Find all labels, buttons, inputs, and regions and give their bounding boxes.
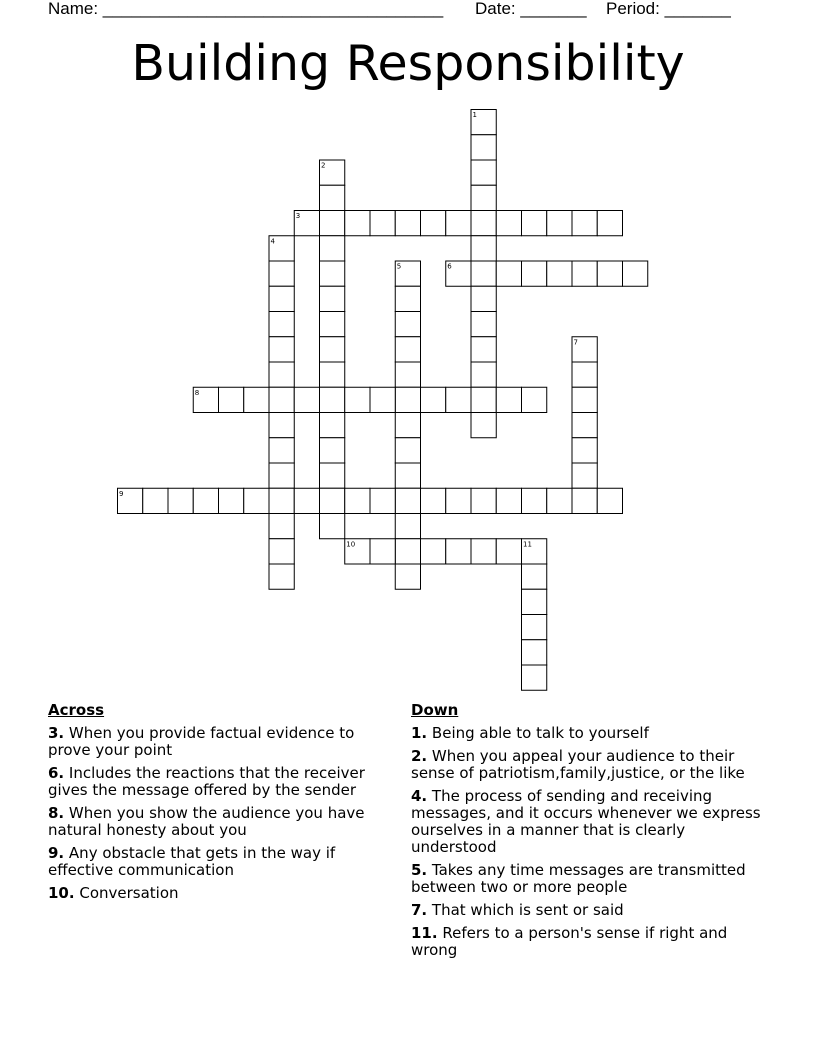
- crossword-cell[interactable]: [269, 413, 294, 438]
- clue-number: 3.: [48, 724, 65, 742]
- crossword-cell[interactable]: [395, 539, 420, 564]
- crossword-cell[interactable]: [345, 488, 370, 513]
- cell-number: 11: [523, 540, 532, 549]
- crossword-cell[interactable]: [471, 362, 496, 387]
- crossword-cell[interactable]: [219, 488, 244, 513]
- crossword-cell[interactable]: [597, 261, 622, 286]
- crossword-cell[interactable]: [320, 387, 345, 412]
- crossword-cell[interactable]: [143, 488, 168, 513]
- crossword-cell[interactable]: [446, 488, 471, 513]
- crossword-cell[interactable]: [320, 362, 345, 387]
- crossword-cell[interactable]: [320, 286, 345, 311]
- crossword-cell[interactable]: [320, 463, 345, 488]
- crossword-cell[interactable]: [269, 564, 294, 589]
- crossword-cell[interactable]: [471, 539, 496, 564]
- crossword-cell[interactable]: [522, 564, 547, 589]
- crossword-cell[interactable]: [395, 514, 420, 539]
- crossword-cell[interactable]: [446, 539, 471, 564]
- crossword-cell[interactable]: [471, 261, 496, 286]
- crossword-cell[interactable]: [320, 488, 345, 513]
- clue-number: 2.: [411, 747, 428, 765]
- clue-text: Any obstacle that gets in the way if effective communication: [48, 844, 336, 879]
- clue-number: 6.: [48, 764, 65, 782]
- down-heading: Down: [411, 701, 459, 719]
- clue-number: 4.: [411, 787, 428, 805]
- clue-text: Includes the reactions that the receiver gives the message offered by the sender: [48, 764, 365, 799]
- crossword-cell[interactable]: [320, 185, 345, 210]
- crossword-cell[interactable]: [522, 261, 547, 286]
- cell-number: 3: [295, 212, 301, 220]
- down-clues: [411, 702, 771, 965]
- period-field[interactable]: Period: _______: [606, 0, 731, 18]
- clue-text: The process of sending and receiving messages, and it occurs whenever we express ourselves in a manner that is clearly understood: [411, 787, 761, 856]
- crossword-cell[interactable]: [370, 211, 395, 236]
- crossword-cell[interactable]: [395, 438, 420, 463]
- clue-text: When you provide factual evidence to prove your point: [48, 724, 355, 759]
- crossword-cell[interactable]: [522, 488, 547, 513]
- clue-number: 11.: [411, 924, 438, 942]
- clue-text: Refers to a person's sense if right and wrong: [411, 924, 728, 959]
- crossword-cell[interactable]: [572, 463, 597, 488]
- crossword-cell[interactable]: [547, 261, 572, 286]
- crossword-cell[interactable]: [269, 438, 294, 463]
- crossword-cell[interactable]: [471, 387, 496, 412]
- crossword-cell[interactable]: [496, 488, 521, 513]
- crossword-cell[interactable]: [597, 211, 622, 236]
- clue-number: 1.: [411, 724, 428, 742]
- crossword-cell[interactable]: [168, 488, 193, 513]
- crossword-cell[interactable]: [244, 488, 269, 513]
- crossword-cell[interactable]: [320, 261, 345, 286]
- crossword-cell[interactable]: [623, 261, 648, 286]
- crossword-cell[interactable]: [522, 589, 547, 614]
- crossword-cell[interactable]: [320, 312, 345, 337]
- clue-text: Conversation: [79, 884, 179, 902]
- clue-number: 9.: [48, 844, 65, 862]
- crossword-cell[interactable]: [395, 564, 420, 589]
- crossword-cell[interactable]: [496, 261, 521, 286]
- crossword-cell[interactable]: [269, 463, 294, 488]
- across-clue: [48, 725, 388, 759]
- crossword-cell[interactable]: [395, 211, 420, 236]
- clue-number: 10.: [48, 884, 75, 902]
- cell-number: 6: [447, 262, 452, 271]
- crossword-cell[interactable]: [269, 514, 294, 539]
- crossword-cell[interactable]: [572, 488, 597, 513]
- crossword-cell[interactable]: [597, 488, 622, 513]
- crossword-cell[interactable]: [471, 211, 496, 236]
- crossword-cell[interactable]: [370, 539, 395, 564]
- clue-text: When you show the audience you have natural honesty about you: [48, 804, 365, 839]
- crossword-cell[interactable]: [294, 387, 319, 412]
- across-clue: [48, 885, 388, 902]
- across-clue: [48, 805, 388, 839]
- crossword-cell[interactable]: [572, 362, 597, 387]
- crossword-cell[interactable]: [446, 211, 471, 236]
- crossword-cell[interactable]: [572, 211, 597, 236]
- cell-number: 10: [346, 540, 356, 549]
- crossword-cell[interactable]: [496, 211, 521, 236]
- crossword-cell[interactable]: [572, 413, 597, 438]
- crossword-cell[interactable]: [370, 387, 395, 412]
- crossword-cell[interactable]: [522, 640, 547, 665]
- crossword-cell[interactable]: [320, 211, 345, 236]
- crossword-cell[interactable]: [395, 387, 420, 412]
- clue-text: When you appeal your audience to their sense of patriotism,family,justice, or the like: [411, 747, 745, 782]
- crossword-cell[interactable]: [269, 539, 294, 564]
- down-clue: [411, 748, 771, 782]
- down-clue: [411, 862, 771, 896]
- crossword-cell[interactable]: [269, 312, 294, 337]
- crossword-cell[interactable]: [395, 463, 420, 488]
- clue-number: 8.: [48, 804, 65, 822]
- down-clue: [411, 925, 771, 959]
- clue-number: 5.: [411, 861, 428, 879]
- clue-text: That which is sent or said: [431, 901, 624, 919]
- crossword-cell[interactable]: [471, 337, 496, 362]
- across-clue: [48, 845, 388, 879]
- crossword-cell[interactable]: [421, 539, 446, 564]
- crossword-cell[interactable]: [471, 286, 496, 311]
- clue-text: Being able to talk to yourself: [431, 724, 649, 742]
- crossword-cell[interactable]: [395, 362, 420, 387]
- crossword-cell[interactable]: [320, 514, 345, 539]
- crossword-cell[interactable]: [471, 413, 496, 438]
- crossword-cell[interactable]: [395, 286, 420, 311]
- crossword-cell[interactable]: [269, 337, 294, 362]
- cell-number: 9: [119, 489, 124, 498]
- crossword-cell[interactable]: [345, 211, 370, 236]
- cell-number: 4: [270, 237, 275, 246]
- across-clues: [48, 702, 388, 908]
- crossword-cell[interactable]: [395, 488, 420, 513]
- crossword-cell[interactable]: [269, 261, 294, 286]
- crossword-cell[interactable]: [193, 488, 218, 513]
- crossword-cell[interactable]: [320, 413, 345, 438]
- clue-number: 7.: [411, 901, 428, 919]
- crossword-cell[interactable]: [471, 160, 496, 185]
- across-heading: Across: [48, 701, 105, 719]
- crossword-cell[interactable]: [522, 615, 547, 640]
- crossword-cell[interactable]: [471, 236, 496, 261]
- down-clue: [411, 725, 771, 742]
- crossword-cell[interactable]: [269, 362, 294, 387]
- down-clue: [411, 788, 771, 856]
- crossword-cell[interactable]: [269, 387, 294, 412]
- crossword-cell[interactable]: [244, 387, 269, 412]
- cell-number: 1: [472, 111, 477, 119]
- crossword-cell[interactable]: [446, 387, 471, 412]
- crossword-cell[interactable]: [496, 539, 521, 564]
- crossword-cell[interactable]: [395, 413, 420, 438]
- crossword-cell[interactable]: [547, 211, 572, 236]
- crossword-cell[interactable]: [572, 387, 597, 412]
- crossword-cell[interactable]: [395, 312, 420, 337]
- crossword-cell[interactable]: [522, 387, 547, 412]
- crossword-cell[interactable]: [269, 286, 294, 311]
- crossword-cell[interactable]: [421, 488, 446, 513]
- crossword-cell[interactable]: [522, 211, 547, 236]
- crossword-cell[interactable]: [471, 185, 496, 210]
- crossword-cell[interactable]: [471, 488, 496, 513]
- crossword-cell[interactable]: [320, 337, 345, 362]
- crossword-cell[interactable]: [320, 236, 345, 261]
- name-field[interactable]: Name: ____________________________________: [48, 0, 444, 18]
- crossword-cell[interactable]: [547, 488, 572, 513]
- crossword-cell[interactable]: [294, 488, 319, 513]
- cell-number: 8: [194, 388, 200, 397]
- crossword-cell[interactable]: [219, 387, 244, 412]
- crossword-cell[interactable]: [471, 312, 496, 337]
- crossword-cell[interactable]: [471, 135, 496, 160]
- crossword-cell[interactable]: [496, 387, 521, 412]
- crossword-cell[interactable]: [345, 387, 370, 412]
- across-clue: [48, 765, 388, 799]
- down-clue: [411, 902, 771, 919]
- crossword-cell[interactable]: [421, 211, 446, 236]
- clue-text: Takes any time messages are transmitted between two or more people: [411, 861, 746, 896]
- cell-number: 2: [321, 161, 326, 170]
- cell-number: 7: [573, 338, 578, 347]
- crossword-cell[interactable]: [395, 337, 420, 362]
- crossword-cell[interactable]: [522, 665, 547, 690]
- crossword-cell[interactable]: [572, 438, 597, 463]
- crossword-cell[interactable]: [320, 438, 345, 463]
- crossword-cell[interactable]: [572, 261, 597, 286]
- cell-number: 5: [396, 262, 402, 271]
- crossword-cell[interactable]: [421, 387, 446, 412]
- puzzle-title: Building Responsibility: [131, 35, 685, 92]
- crossword-cell[interactable]: [370, 488, 395, 513]
- crossword-cell[interactable]: [269, 488, 294, 513]
- date-field[interactable]: Date: _______: [475, 0, 587, 18]
